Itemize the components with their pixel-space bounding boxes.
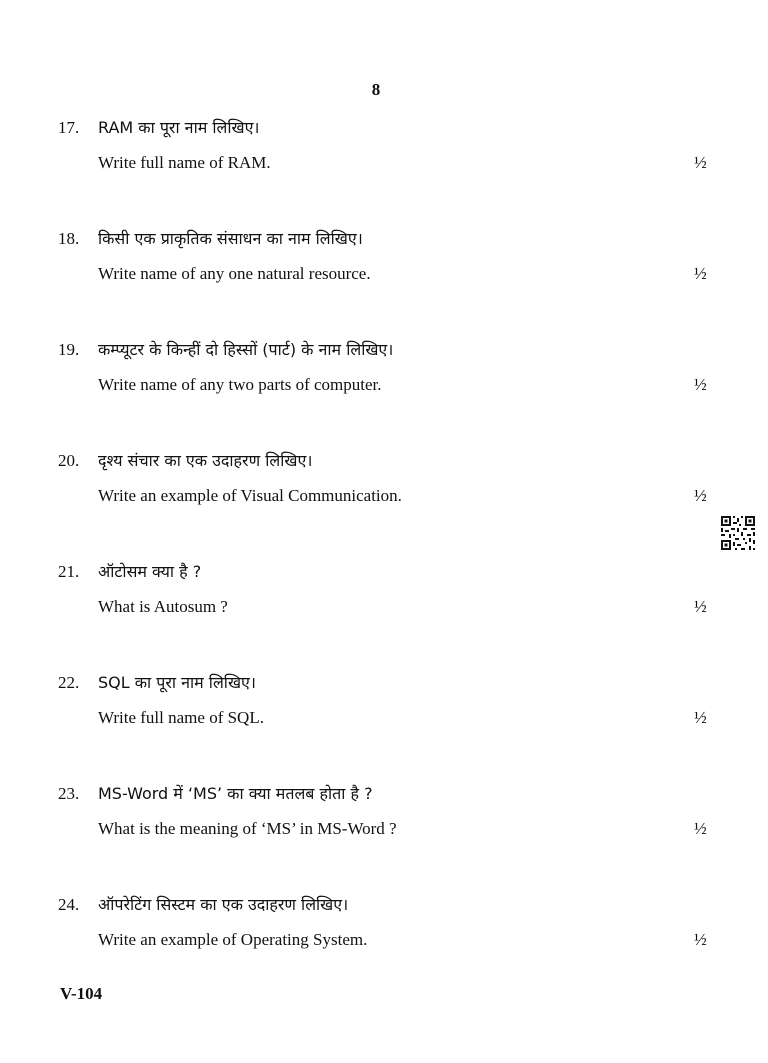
question-hindi-text: कम्प्यूटर के किन्हीं दो हिस्सों (पार्ट) के नाम लिखिए। xyxy=(98,340,394,359)
question-marks: ½ xyxy=(694,708,707,727)
question-english-text: Write name of any one natural resource. xyxy=(98,264,371,283)
question-19 xyxy=(0,339,768,409)
question-20 xyxy=(0,450,768,520)
footer-paper-code: V-104 xyxy=(60,984,103,1003)
question-number: 24. xyxy=(58,895,80,914)
question-number: 22. xyxy=(58,673,80,692)
question-english-text: What is the meaning of ‘MS’ in MS-Word ? xyxy=(98,819,397,838)
question-english-text: Write full name of SQL. xyxy=(98,708,264,727)
question-22 xyxy=(0,672,768,742)
question-marks: ½ xyxy=(694,930,707,949)
question-marks: ½ xyxy=(694,153,707,172)
question-marks: ½ xyxy=(694,264,707,283)
question-marks: ½ xyxy=(694,819,707,838)
question-18 xyxy=(0,228,768,298)
question-english-text: What is Autosum ? xyxy=(98,597,228,616)
question-number: 21. xyxy=(58,562,80,581)
question-hindi-text: RAM का पूरा नाम लिखिए। xyxy=(98,118,260,137)
question-english-text: Write full name of RAM. xyxy=(98,153,271,172)
question-24 xyxy=(0,894,768,964)
question-marks: ½ xyxy=(694,375,707,394)
qr-code-icon xyxy=(720,515,756,551)
question-marks: ½ xyxy=(694,486,707,505)
question-21 xyxy=(0,561,768,631)
question-23 xyxy=(0,783,768,853)
question-marks: ½ xyxy=(694,597,707,616)
page-number: 8 xyxy=(371,80,381,99)
question-hindi-text: ऑपरेटिंग सिस्टम का एक उदाहरण लिखिए। xyxy=(98,895,349,914)
question-number: 20. xyxy=(58,451,80,470)
question-hindi-text: MS-Word में ‘MS’ का क्या मतलब होता है ? xyxy=(98,784,373,803)
question-17 xyxy=(0,117,768,187)
question-hindi-text: ऑटोसम क्या है ? xyxy=(98,562,202,581)
question-number: 19. xyxy=(58,340,80,359)
question-number: 18. xyxy=(58,229,80,248)
question-english-text: Write an example of Visual Communication. xyxy=(98,486,402,505)
question-hindi-text: दृश्य संचार का एक उदाहरण लिखिए। xyxy=(98,451,313,470)
question-english-text: Write an example of Operating System. xyxy=(98,930,368,949)
question-number: 17. xyxy=(58,118,80,137)
question-number: 23. xyxy=(58,784,80,803)
question-english-text: Write name of any two parts of computer. xyxy=(98,375,382,394)
question-hindi-text: SQL का पूरा नाम लिखिए। xyxy=(98,673,256,692)
question-hindi-text: किसी एक प्राकृतिक संसाधन का नाम लिखिए। xyxy=(98,229,363,248)
